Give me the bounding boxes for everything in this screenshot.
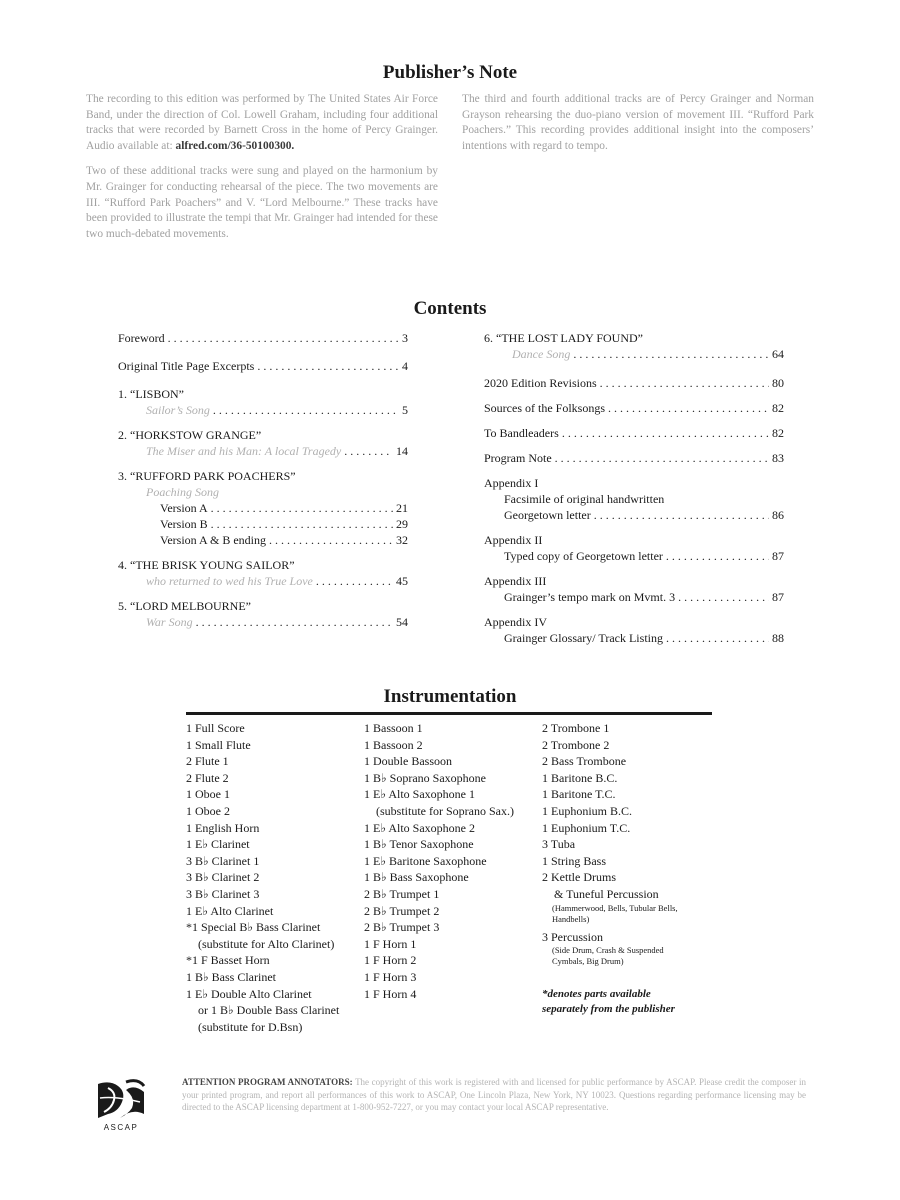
attention-label: ATTENTION PROGRAM ANNOTATORS: (182, 1077, 353, 1087)
instrument-item: (substitute for Alto Clarinet) (198, 936, 335, 951)
instrumentation-column-3 (542, 720, 678, 1017)
instrument-item: 1 E♭ Baritone Saxophone (364, 853, 487, 868)
instrument-item: 3 B♭ Clarinet 2 (186, 870, 260, 885)
instrument-item: 2 Flute 2 (186, 770, 229, 785)
instrument-item: 1 B♭ Bass Saxophone (364, 870, 469, 885)
ascap-logo-icon (96, 1078, 146, 1120)
instrument-item: 1 Double Bassoon (364, 754, 452, 769)
instrument-item: 3 B♭ Clarinet 3 (186, 886, 260, 901)
toc-entry-revisions[interactable]: 2020 Edition Revisions . . . 80 (484, 375, 784, 391)
instrument-item: 1 Bassoon 1 (364, 721, 423, 735)
instrument-item: 1 Bassoon 2 (364, 737, 423, 752)
ascap-logo-text: ASCAP (103, 1123, 139, 1132)
instrument-item: 2 Trombone 1 (542, 721, 610, 735)
publishers-note-title: Publisher’s Note (382, 62, 518, 83)
instrument-item: *1 Special B♭ Bass Clarinet (186, 920, 321, 935)
instrument-item: 1 Oboe 2 (186, 803, 230, 818)
instrument-item: (substitute for Soprano Sax.) (376, 803, 514, 818)
publishers-note-body (86, 92, 814, 252)
instrument-item: 3 Tuba (542, 837, 576, 852)
instrument-item: 2 Kettle Drums (542, 870, 616, 885)
toc-entry-brisk[interactable]: 4. “THE BRISK YOUNG SAILOR” who returned to wed his True Love . . . 45 (118, 557, 408, 589)
instrument-item: 1 F Horn 1 (364, 936, 417, 951)
instrument-item: 1 String Bass (542, 853, 607, 868)
instrument-item: 1 E♭ Alto Saxophone 1 (364, 787, 475, 802)
instrument-item: *1 F Basset Horn (186, 953, 270, 968)
instrument-item: 1 F Horn 2 (364, 953, 417, 968)
audio-link[interactable]: alfred.com/36-50100300. (175, 139, 295, 152)
footnote-line-2: separately from the publisher (542, 1003, 675, 1016)
instrument-item: 1 E♭ Alto Clarinet (186, 903, 274, 918)
instrument-item: 2 Trombone 2 (542, 737, 610, 752)
kettle-drums-note-1: (Hammerwood, Bells, Tubular Bells, (552, 902, 678, 913)
toc-entry-appendix-3[interactable]: Appendix III Grainger’s tempo mark on Mvmt. 3 . . . 87 (484, 573, 784, 605)
instrumentation-column-1 (186, 720, 339, 1035)
instrument-item: 1 F Horn 3 (364, 969, 417, 984)
footnote-line-1: *denotes parts available (542, 988, 651, 1001)
contents-title: Contents (413, 298, 487, 319)
toc-entry-lost-lady[interactable]: 6. “THE LOST LADY FOUND” Dance Song . . . 64 (484, 330, 784, 362)
toc-entry-melbourne[interactable]: 5. “LORD MELBOURNE” War Song . . . 54 (118, 598, 408, 630)
toc-entry-sources[interactable]: Sources of the Folksongs . . . 82 (484, 400, 784, 416)
instrument-item: 1 E♭ Clarinet (186, 837, 250, 852)
percussion-item: 3 Percussion (542, 929, 603, 944)
instrument-item: 1 Euphonium B.C. (542, 803, 633, 818)
instrument-item: & Tuneful Percussion (554, 886, 659, 901)
instrumentation-column-2 (364, 720, 514, 1002)
contents-left-column (118, 330, 408, 639)
instrument-item: 1 B♭ Tenor Saxophone (364, 837, 474, 852)
kettle-drums-note-2: Handbells) (552, 913, 590, 924)
instrument-item: 3 B♭ Clarinet 1 (186, 853, 260, 868)
instrument-item: 1 Small Flute (186, 737, 251, 752)
instrument-item: 1 Euphonium T.C. (542, 820, 631, 835)
instrument-item: (substitute for D.Bsn) (198, 1019, 303, 1034)
toc-entry-lisbon[interactable]: 1. “LISBON” Sailor’s Song . . . 5 (118, 386, 408, 418)
instrument-item: 2 B♭ Trumpet 2 (364, 903, 440, 918)
instrument-item: 1 Baritone T.C. (542, 787, 616, 802)
instrument-item: 1 B♭ Bass Clarinet (186, 969, 276, 984)
toc-entry-bandleaders[interactable]: To Bandleaders . . . 82 (484, 425, 784, 441)
instrument-item: 2 B♭ Trumpet 1 (364, 886, 440, 901)
toc-entry-appendix-2[interactable]: Appendix II Typed copy of Georgetown letter . . . 87 (484, 532, 784, 564)
toc-entry-program-note[interactable]: Program Note . . . 83 (484, 450, 784, 466)
instrument-item: 2 B♭ Trumpet 3 (364, 920, 440, 935)
percussion-note-2: Cymbals, Big Drum) (552, 956, 624, 967)
attention-text: The copyright of this work is registered with and licensed for public performance by ASCAP. Please credit the composer in your printed program, and report all performances of this work to ASCAP, One Lincoln Plaza, New York, NY 10023. Questions regarding performance licensing may be directed to the ASCAP licensing department at 1-800-952-7227, or you may contact your local ASCAP representative. (182, 1077, 806, 1113)
publishers-note-paragraph-2: Two of these additional tracks were sung and played on the harmonium by Mr. Grainger for conducting rehearsal of the piece. The two movements are III. “Rufford Park Poachers” and V. “Lord Melbourne.” These tracks have been provided to illustrate the tempi that Mr. Grainger had intended for these two much-debated movements. (86, 165, 438, 240)
toc-entry-foreword[interactable]: Foreword . . . 3 (118, 330, 408, 346)
toc-entry-appendix-4[interactable]: Appendix IV Grainger Glossary/ Track Listing . . . 88 (484, 614, 784, 646)
publishers-note-paragraph-1: The recording to this edition was performed by The United States Air Force Band, under the direction of Col. Lowell Graham, including four additional tracks that were recorded by Barnett Cross in the home of Percy Grainger. Audio available at: alfred.com/36-50100300. (86, 93, 438, 152)
publishers-note-paragraph-3: The third and fourth additional tracks are of Percy Grainger and Norman Grayson rehearsing the duo-piano version of movement III. “Rufford Park Poachers.” This recording provides additional insight into the composers’ intentions with regard to tempo. (462, 93, 814, 152)
instrument-item: or 1 B♭ Double Bass Clarinet (198, 1003, 340, 1018)
instrument-item: 1 E♭ Alto Saxophone 2 (364, 820, 475, 835)
contents-right-column (484, 330, 784, 655)
instrument-item: 1 Oboe 1 (186, 787, 230, 802)
instrument-item: 2 Bass Trombone (542, 754, 627, 769)
instrumentation-rule (186, 712, 712, 715)
toc-entry-rufford[interactable]: 3. “RUFFORD PARK POACHERS” Poaching Song Version A . . . 21 Version B . . . 29 Version A & B ending . . . 32 (118, 468, 408, 548)
instrument-item: 1 Full Score (186, 721, 245, 735)
toc-entry-horkstow[interactable]: 2. “HORKSTOW GRANGE” The Miser and his Man: A local Tragedy . . . 14 (118, 427, 408, 459)
attention-annotators-note (182, 1076, 806, 1114)
instrument-item: 1 English Horn (186, 820, 260, 835)
toc-entry-title-page[interactable]: Original Title Page Excerpts . . . 4 (118, 358, 408, 374)
instrument-item: 1 E♭ Double Alto Clarinet (186, 986, 312, 1001)
instrumentation-title: Instrumentation (383, 686, 517, 707)
instrument-item: 2 Flute 1 (186, 754, 229, 769)
instrument-item: 1 F Horn 4 (364, 986, 417, 1001)
toc-entry-appendix-1[interactable]: Appendix I Facsimile of original handwritten Georgetown letter . . . 86 (484, 475, 784, 523)
instrument-item: 1 B♭ Soprano Saxophone (364, 770, 486, 785)
percussion-note-1: (Side Drum, Crash & Suspended (552, 945, 664, 956)
instrument-item: 1 Baritone B.C. (542, 770, 618, 785)
